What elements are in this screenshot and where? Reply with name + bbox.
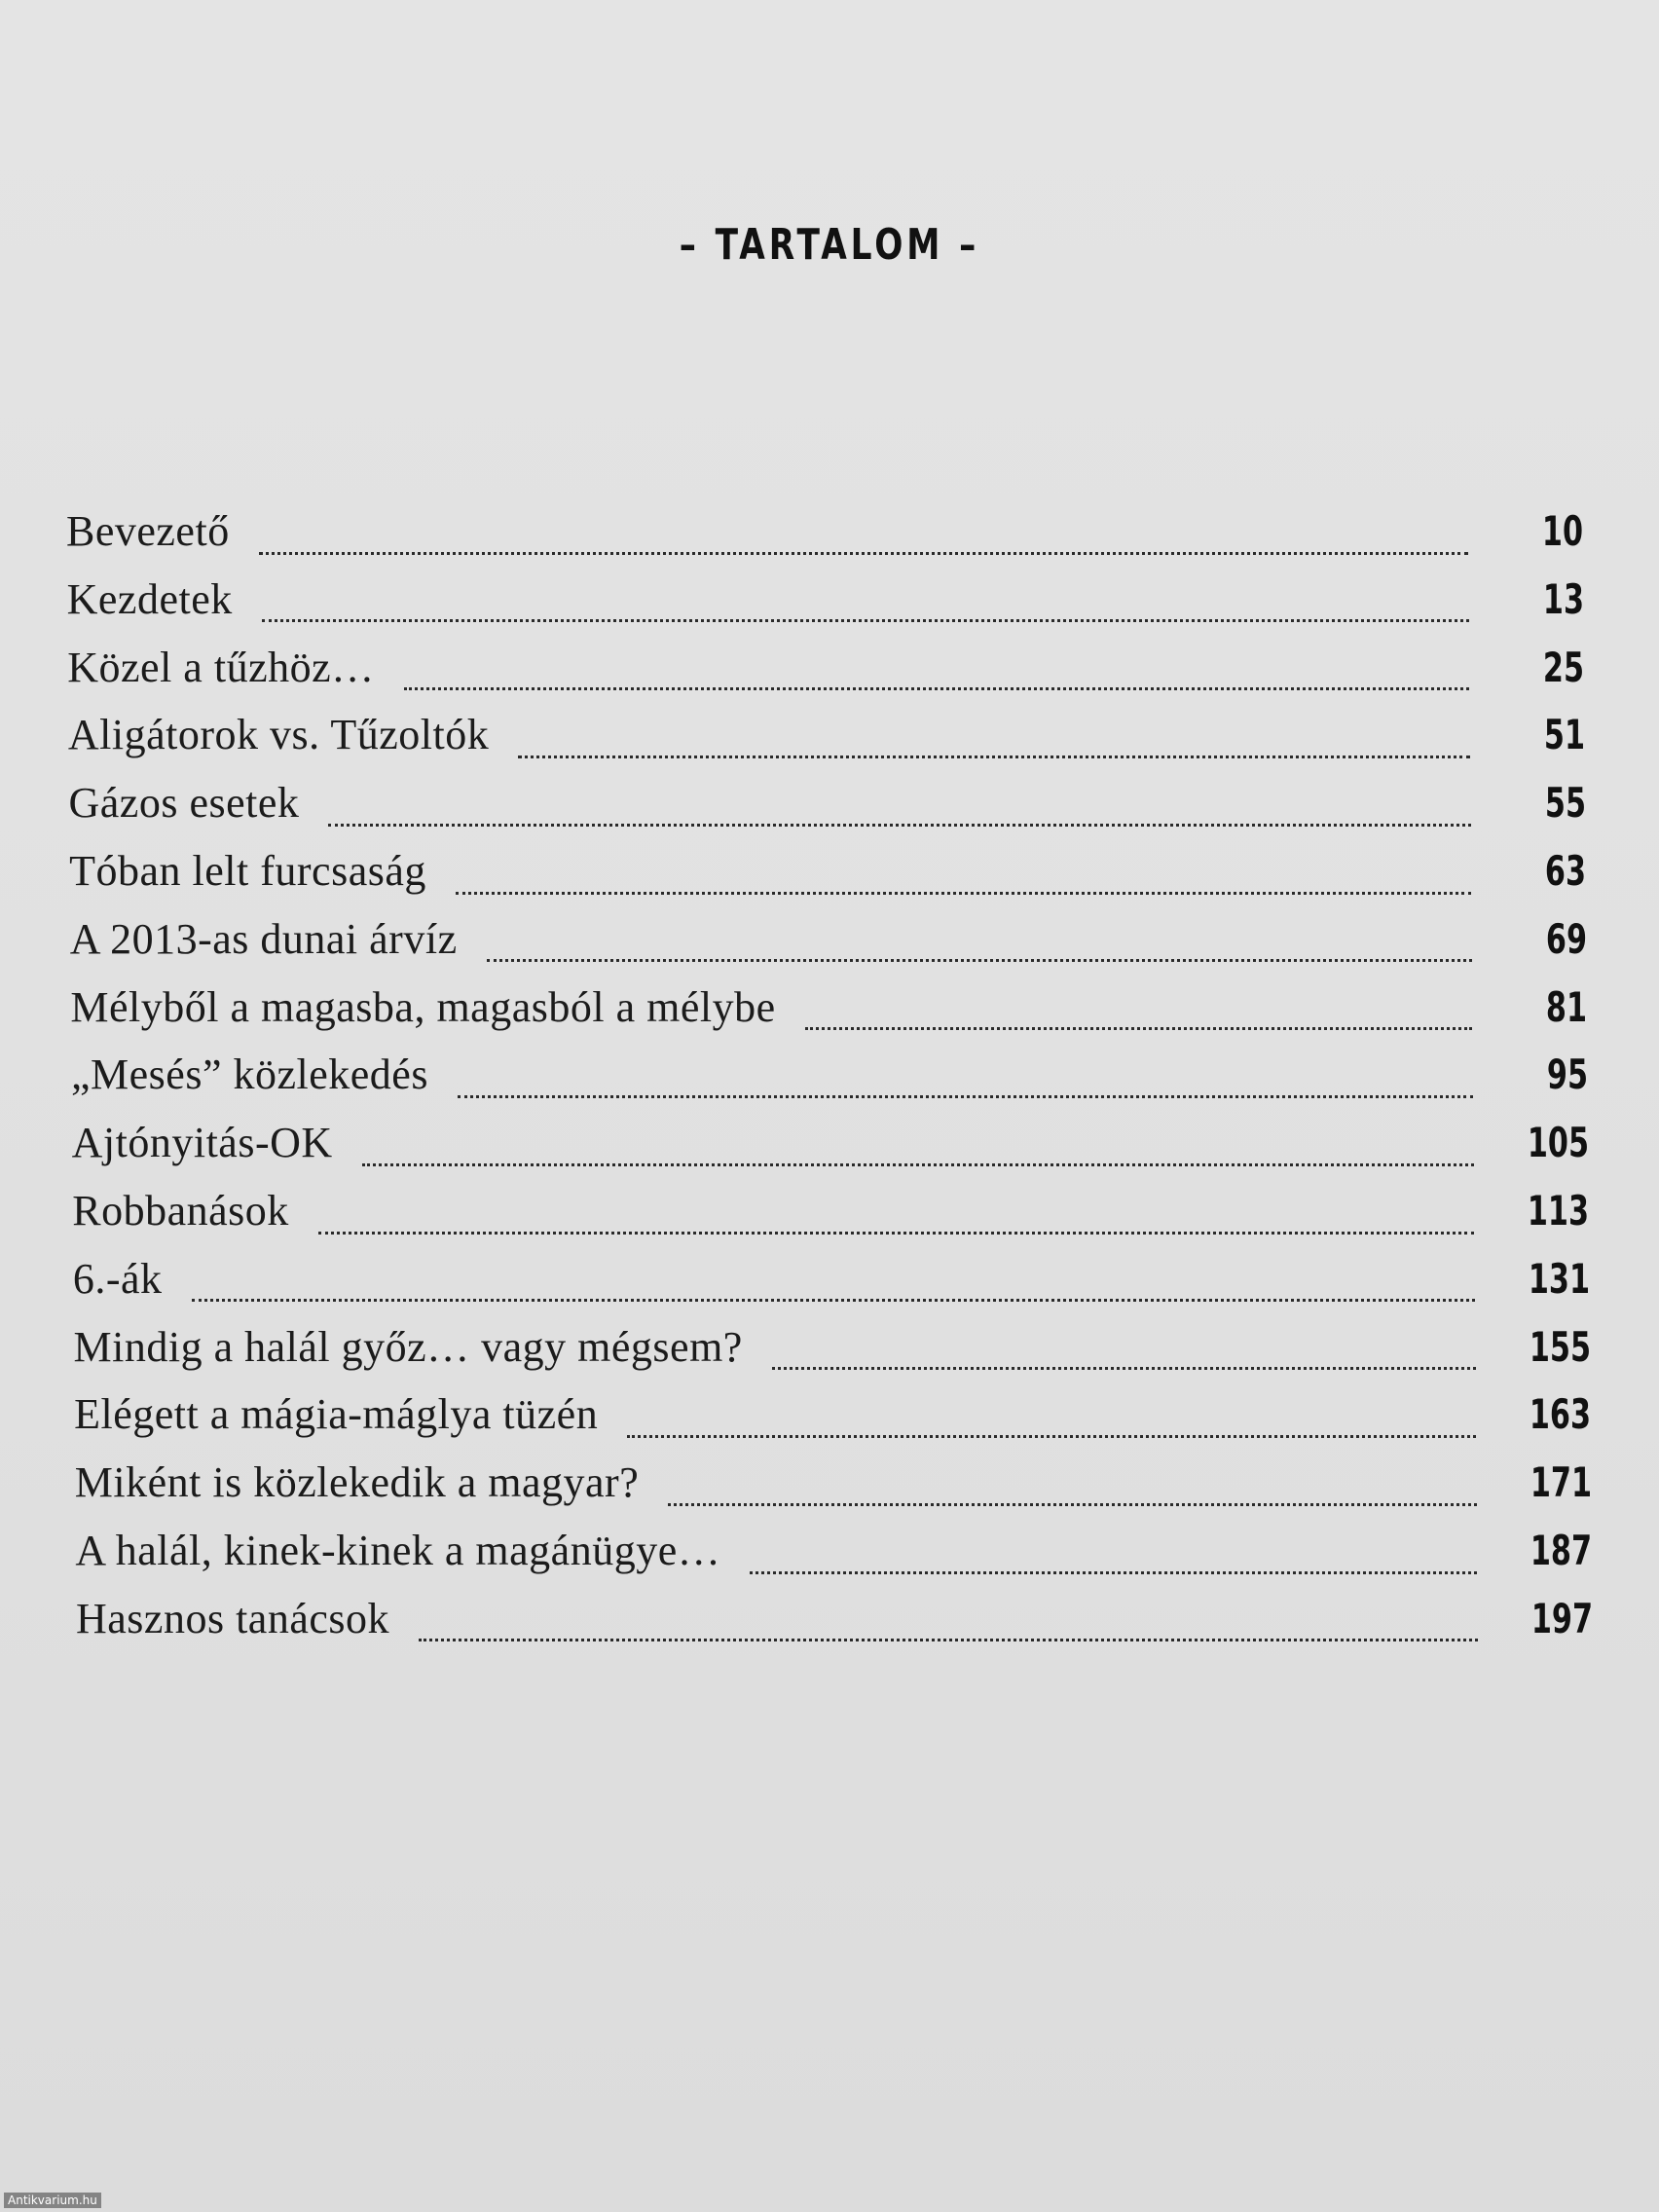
toc-page-number: 131 [1528,1254,1590,1303]
toc-entry-title: Gázos esetek [68,779,300,828]
dot-leader [518,754,1470,758]
toc-entry-title: A halál, kinek-kinek a magánügye… [75,1527,721,1574]
toc-page-number: 95 [1546,1051,1588,1099]
dot-leader [259,550,1468,555]
toc-entry [72,1118,1589,1186]
toc-entry [69,846,1586,914]
toc-page-number: 187 [1530,1527,1593,1574]
toc-entry-title: Hasznos tanácsok [76,1594,390,1642]
toc-entry-title: Ajtónyitás-OK [71,1119,333,1167]
toc-page-number: 171 [1530,1458,1592,1507]
toc-page-number: 25 [1543,643,1585,691]
dot-leader [487,957,1472,962]
toc-entry-title: Tóban lelt furcsaság [69,847,426,895]
toc-page-number: 55 [1544,779,1586,828]
toc-entry-title: Közel a tűzhöz… [67,643,375,691]
toc-entry-title: Mélyből a magasba, magasból a mélybe [70,982,776,1031]
toc-entry [74,1322,1591,1390]
toc-entry-title: Robbanások [72,1187,289,1235]
toc-page-number: 10 [1541,507,1583,555]
toc-entry [67,574,1584,643]
toc-page-number: 81 [1546,982,1588,1031]
dot-leader [458,1093,1473,1098]
toc-entry [66,506,1583,574]
toc-page-number: 155 [1529,1322,1591,1371]
dot-leader [328,822,1470,827]
dot-leader [419,1637,1478,1641]
toc-entry [70,982,1587,1051]
toc-page-number: 69 [1545,914,1587,963]
toc-entry [71,1050,1588,1118]
dot-leader [772,1365,1476,1370]
toc-entry-title: Elégett a mágia-máglya tüzén [74,1390,599,1439]
toc-entry [70,914,1587,982]
toc-heading: – TARTALOM – [679,220,980,270]
watermark: Antikvarium.hu [4,2193,101,2208]
toc-page-number: 197 [1530,1594,1593,1642]
toc-entry [76,1594,1593,1662]
toc-entry-title: „Mesés” közlekedés [71,1051,428,1099]
dot-leader [262,617,1469,622]
toc-entry-title: Mindig a halál győz… vagy mégsem? [73,1322,743,1371]
toc-page-number: 13 [1542,574,1584,623]
toc-page-number: 105 [1527,1119,1589,1167]
toc-page-number: 51 [1543,711,1585,759]
dot-leader [668,1501,1477,1506]
toc-entry [67,643,1584,711]
dot-leader [750,1569,1477,1574]
dot-leader [627,1433,1476,1438]
toc-page-number: 163 [1530,1390,1592,1439]
toc-entry-title: Kezdetek [66,574,233,623]
toc-entry-title: 6.-ák [72,1254,163,1303]
dot-leader [456,890,1471,895]
toc-entry [72,1186,1589,1254]
dot-leader [805,1025,1473,1030]
toc-entry [68,710,1585,778]
dot-leader [404,685,1470,690]
toc-entry [69,778,1586,846]
toc-entry [74,1389,1591,1457]
toc-entry [75,1457,1592,1526]
toc-entry-title: Aligátorok vs. Tűzoltók [67,711,490,759]
dot-leader [362,1161,1474,1166]
toc-entry-title: Bevezető [66,507,230,555]
dot-leader [318,1230,1474,1235]
dot-leader [192,1297,1475,1302]
toc-entry-title: Miként is közlekedik a magyar? [74,1458,640,1507]
toc-entry-title: A 2013-as dunai árvíz [69,914,458,963]
toc-entry [75,1526,1592,1594]
toc-page-number: 63 [1545,847,1587,895]
toc-page-number: 113 [1528,1187,1590,1235]
toc-entry [73,1254,1590,1322]
